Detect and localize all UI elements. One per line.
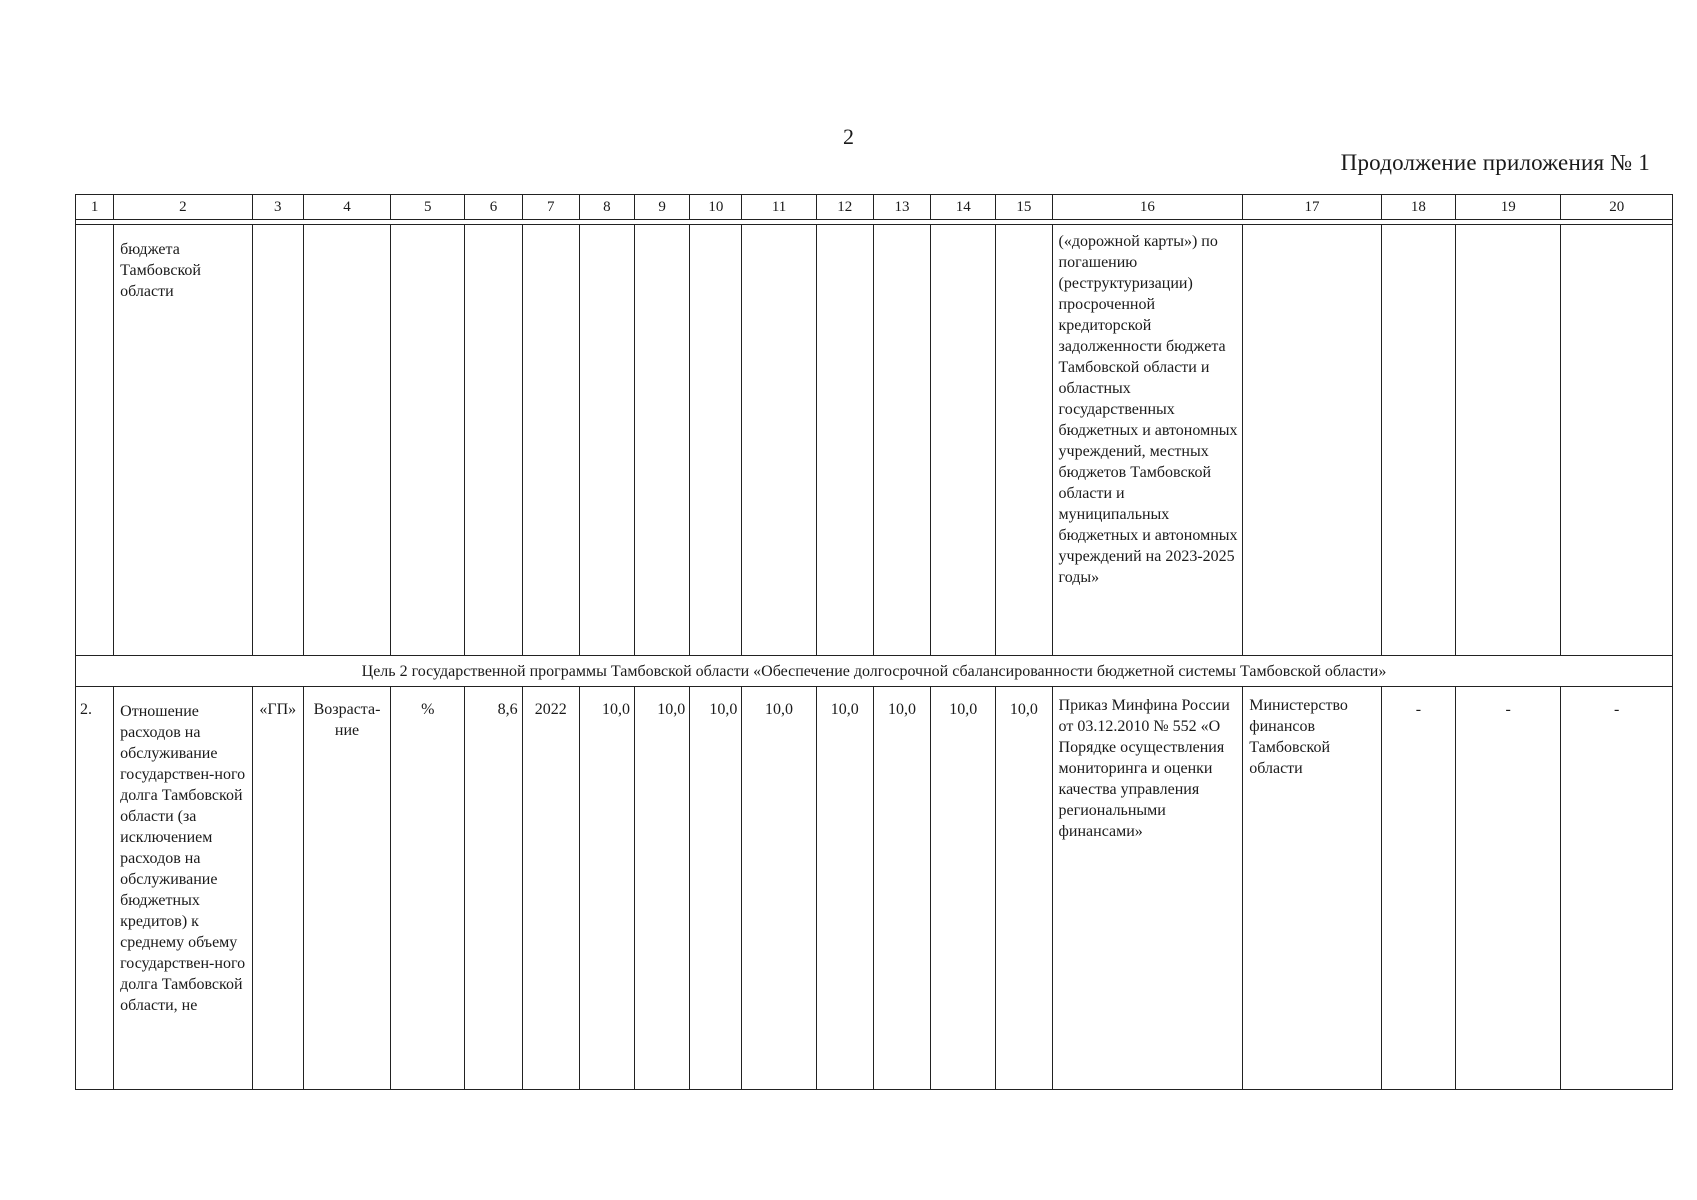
column-number: 1 bbox=[76, 195, 114, 220]
value-cell: 10,0 bbox=[635, 687, 690, 1090]
row-index: 2. bbox=[76, 687, 114, 1090]
empty-value-cell: - bbox=[1456, 687, 1561, 1090]
value-cell: 10,0 bbox=[816, 687, 873, 1090]
value-cell: 10,0 bbox=[996, 687, 1052, 1090]
goal-row bbox=[76, 656, 1673, 687]
base-value-cell: 8,6 bbox=[465, 687, 522, 1090]
column-number: 8 bbox=[579, 195, 634, 220]
column-number: 7 bbox=[522, 195, 579, 220]
column-number: 15 bbox=[996, 195, 1052, 220]
column-number: 5 bbox=[391, 195, 465, 220]
indicators-table bbox=[75, 194, 1673, 1090]
basis-document-cell bbox=[1052, 225, 1243, 656]
responsible-cell bbox=[1243, 687, 1382, 1090]
basis-document-text: («дорожной карты») по погашению (реструктуризации) просроченной кредиторской задолженности бюджета Тамбовской области и областных государственных бюджетных и автономных учреждений, местных бюджетов Тамбовской области и муниципальных бюджетных и автономных учреждений на 2023-2025 годы» bbox=[1058, 233, 1238, 586]
table-row bbox=[76, 225, 1673, 656]
basis-document-cell bbox=[1052, 687, 1243, 1090]
column-number: 13 bbox=[873, 195, 930, 220]
value-cell: 10,0 bbox=[742, 687, 816, 1090]
column-number: 3 bbox=[252, 195, 303, 220]
column-number: 19 bbox=[1456, 195, 1561, 220]
column-number: 12 bbox=[816, 195, 873, 220]
column-number: 14 bbox=[931, 195, 996, 220]
value-cell: 10,0 bbox=[690, 687, 742, 1090]
empty-value-cell: - bbox=[1381, 687, 1455, 1090]
column-number: 10 bbox=[690, 195, 742, 220]
indicator-name-cell bbox=[114, 687, 253, 1090]
basis-document-text: Приказ Минфина России от 03.12.2010 № 552 «О Порядке осуществления мониторинга и оценки качества управления региональными финансами» bbox=[1058, 697, 1230, 840]
indicator-name-cell bbox=[114, 225, 253, 656]
column-number: 2 bbox=[114, 195, 253, 220]
goal-heading: Цель 2 государственной программы Тамбовской области «Обеспечение долгосрочной сбалансированности бюджетной системы Тамбовской области» bbox=[76, 656, 1673, 687]
value-cell: 10,0 bbox=[873, 687, 930, 1090]
column-number: 18 bbox=[1381, 195, 1455, 220]
column-number: 4 bbox=[303, 195, 390, 220]
indicator-name-text: Отношение расходов на обслуживание государствен-ного долга Тамбовской области (за исключением расходов на обслуживание бюджетных кредитов) к среднему объему государствен-ного долга Тамбовской области, не bbox=[120, 703, 246, 1014]
column-number: 11 bbox=[742, 195, 816, 220]
base-year-cell: 2022 bbox=[522, 687, 579, 1090]
responsible-text: Министерство финансов Тамбовской области bbox=[1249, 697, 1348, 777]
trend-cell: Возраста-ние bbox=[303, 687, 390, 1090]
unit-cell: % bbox=[391, 687, 465, 1090]
column-number: 17 bbox=[1243, 195, 1382, 220]
page-number: 2 bbox=[843, 124, 854, 149]
column-number: 16 bbox=[1052, 195, 1243, 220]
column-number: 20 bbox=[1561, 195, 1673, 220]
appendix-title: Продолжение приложения № 1 bbox=[1340, 150, 1650, 175]
indicator-name-text: бюджета Тамбовской области bbox=[120, 241, 201, 300]
value-cell: 10,0 bbox=[579, 687, 634, 1090]
indicator-type-cell: «ГП» bbox=[252, 687, 303, 1090]
empty-value-cell: - bbox=[1561, 687, 1673, 1090]
column-number: 9 bbox=[635, 195, 690, 220]
column-number: 6 bbox=[465, 195, 522, 220]
column-number-row bbox=[76, 195, 1673, 220]
value-cell: 10,0 bbox=[931, 687, 996, 1090]
table-row bbox=[76, 687, 1673, 1090]
